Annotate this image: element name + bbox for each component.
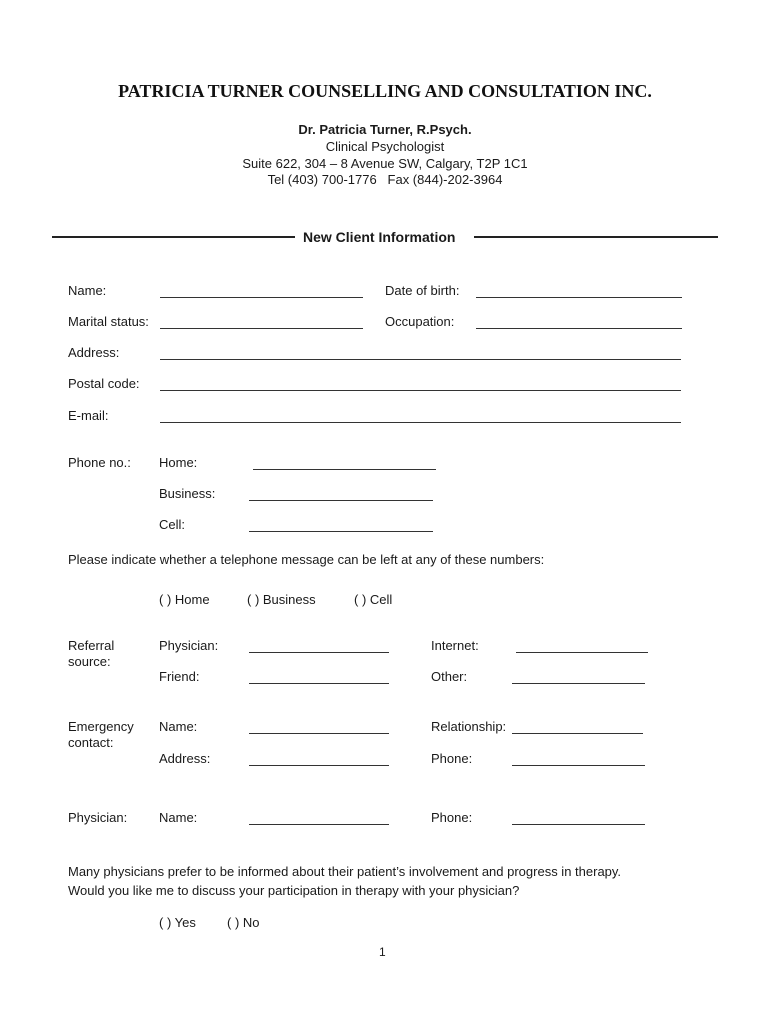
- emergency-phone-field[interactable]: [512, 765, 645, 766]
- physician-label: Physician:: [68, 810, 128, 825]
- referral-physician-label: Physician:: [159, 638, 219, 653]
- phone-cell-field[interactable]: [249, 531, 433, 532]
- name-label: Name:: [68, 283, 107, 298]
- page-number: 1: [379, 945, 386, 959]
- emergency-address-label: Address:: [159, 751, 211, 766]
- referral-other-field[interactable]: [512, 683, 645, 684]
- doctor-role: Clinical Psychologist: [325, 139, 445, 154]
- postal-label: Postal code:: [68, 376, 140, 391]
- doctor-name: Dr. Patricia Turner, R.Psych.: [298, 122, 472, 137]
- section-rule-left: [52, 236, 295, 238]
- marital-field[interactable]: [160, 328, 363, 329]
- section-title: New Client Information: [303, 229, 456, 245]
- phone-business-label: Business:: [159, 486, 216, 501]
- consent-line-2: Would you like me to discuss your participation in therapy with your physician?: [68, 883, 520, 898]
- emergency-relationship-label: Relationship:: [431, 719, 507, 734]
- phone-business-field[interactable]: [249, 500, 433, 501]
- address-field[interactable]: [160, 359, 681, 360]
- emergency-name-field[interactable]: [249, 733, 389, 734]
- referral-other-label: Other:: [431, 669, 468, 684]
- dob-field[interactable]: [476, 297, 682, 298]
- emergency-label-line1: Emergency: [68, 719, 134, 734]
- phone-home-label: Home:: [159, 455, 198, 470]
- referral-friend-label: Friend:: [159, 669, 200, 684]
- referral-internet-label: Internet:: [431, 638, 479, 653]
- address-label: Address:: [68, 345, 120, 360]
- physician-name-label: Name:: [159, 810, 198, 825]
- physician-name-field[interactable]: [249, 824, 389, 825]
- referral-internet-field[interactable]: [516, 652, 648, 653]
- referral-friend-field[interactable]: [249, 683, 389, 684]
- office-address: Suite 622, 304 – 8 Avenue SW, Calgary, T2P 1C1: [242, 156, 528, 171]
- emergency-address-field[interactable]: [249, 765, 389, 766]
- section-rule-right: [474, 236, 718, 238]
- email-field[interactable]: [160, 422, 681, 423]
- referral-label-line1: Referral: [68, 638, 115, 653]
- org-title: PATRICIA TURNER COUNSELLING AND CONSULTATION INC.: [118, 81, 652, 101]
- marital-label: Marital status:: [68, 314, 149, 329]
- message-option-business[interactable]: ( ) Business: [247, 592, 316, 607]
- office-contact: Tel (403) 700-1776 Fax (844)-202-3964: [267, 172, 503, 187]
- phone-cell-label: Cell:: [159, 517, 186, 532]
- consent-no-option[interactable]: ( ) No: [227, 915, 260, 930]
- referral-physician-field[interactable]: [249, 652, 389, 653]
- consent-yes-option[interactable]: ( ) Yes: [159, 915, 196, 930]
- message-option-home[interactable]: ( ) Home: [159, 592, 210, 607]
- email-label: E-mail:: [68, 408, 109, 423]
- occupation-field[interactable]: [476, 328, 682, 329]
- physician-phone-field[interactable]: [512, 824, 645, 825]
- message-prompt: Please indicate whether a telephone message can be left at any of these numbers:: [68, 552, 545, 567]
- postal-field[interactable]: [160, 390, 681, 391]
- phone-label: Phone no.:: [68, 455, 131, 470]
- emergency-relationship-field[interactable]: [512, 733, 643, 734]
- message-option-cell[interactable]: ( ) Cell: [354, 592, 393, 607]
- dob-label: Date of birth:: [385, 283, 460, 298]
- name-field[interactable]: [160, 297, 363, 298]
- physician-phone-label: Phone:: [431, 810, 473, 825]
- phone-home-field[interactable]: [253, 469, 436, 470]
- referral-label-line2: source:: [68, 654, 111, 669]
- consent-line-1: Many physicians prefer to be informed about their patient’s involvement and progress in therapy.: [68, 864, 622, 879]
- emergency-label-line2: contact:: [68, 735, 114, 750]
- emergency-name-label: Name:: [159, 719, 198, 734]
- emergency-phone-label: Phone:: [431, 751, 473, 766]
- occupation-label: Occupation:: [385, 314, 455, 329]
